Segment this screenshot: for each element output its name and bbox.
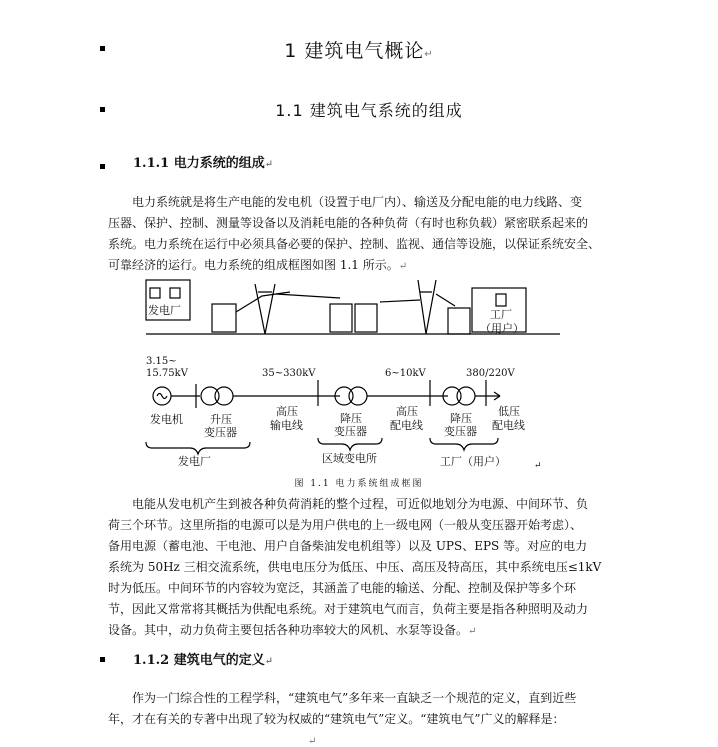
stepdown2-label-2: 变压器 <box>444 425 477 438</box>
hv-dist-label-2: 配电线 <box>390 419 423 432</box>
page-title: 1 建筑电气概论↵ <box>284 40 434 62</box>
brace-substation-label: 区域变电所 <box>322 452 377 465</box>
power-system-diagram <box>0 272 718 472</box>
subsection-heading-2: 1.1.2 建筑电气的定义↵ <box>133 653 274 668</box>
voltage-gen-2: 15.75kV <box>146 368 188 379</box>
section-heading: 1.1 建筑电气系统的组成 <box>275 101 463 120</box>
plant-label: 发电厂 <box>148 304 181 317</box>
stepup-label-2: 变压器 <box>204 426 237 439</box>
lv-dist-label-1: 低压 <box>498 405 520 418</box>
stepdown2-label-1: 降压 <box>450 412 472 425</box>
bullet <box>100 657 105 662</box>
subsection-heading-1: 1.1.1 电力系统的组成↵ <box>133 156 274 171</box>
hv-line-label-2: 输电线 <box>270 419 303 432</box>
stepdown-label-2: 变压器 <box>334 425 367 438</box>
factory-label-user: （用户） <box>480 322 524 335</box>
paragraph-mark: ↵ <box>308 736 317 747</box>
lv-dist-label-2: 配电线 <box>492 419 525 432</box>
brace-plant-label: 发电厂 <box>178 455 211 468</box>
paragraph-1: 电力系统就是将生产电能的发电机（设置于电厂内）、输送及分配电能的电力线路、变 压器、保护、控制、测量等设备以及消耗电能的各种负荷（有时也称负载）紧密联系起来的 系统。电力系统在运行中必须具备必要的保护、控制、监视、通信等设施，以保证系统安全、 可靠经济的运行。电力系统的组成框图如图 1.1 所示。↵ <box>108 195 601 272</box>
bullet <box>100 164 105 169</box>
paragraph-2: 电能从发电机产生到被各种负荷消耗的整个过程，可近似地划分为电源、中间环节、负 荷三个环节。这里所指的电源可以是为用户供电的上一级电网（一般从变压器开始考虑）、 备用电源（蓄电池、干电池、用户自备柴油发电机组等）以及 UPS、EPS 等。对应的电力 系统为 50Hz 三相交流系统，供电电压分为低压、中压、高压及特高压，其中系统电压≤1kV 时为低压。中间环节的内容较为宽泛，其涵盖了电能的输送、分配、控制及保护等多个环 节，因此又常常将其概括为供配电系统。对于建筑电气而言，负荷主要是指各种照明及动力 设备。其中，动力负荷主要包括各种功率较大的风机、水泵等设备。↵ <box>108 497 602 637</box>
factory-label: 工厂 <box>490 308 512 321</box>
generator-label: 发电机 <box>150 413 183 426</box>
voltage-gen-1: 3.15~ <box>146 356 177 367</box>
figure-mark: ↵ <box>534 461 542 471</box>
hv-dist-label-1: 高压 <box>396 405 418 418</box>
stepup-label-1: 升压 <box>210 413 232 426</box>
brace-factory-label: 工厂（用户） <box>440 455 506 468</box>
paragraph-3: 作为一门综合性的工程学科，“建筑电气”多年来一直缺乏一个规范的定义，直到近些 年，才在有关的专著中出现了较为权威的“建筑电气”定义。“建筑电气”广义的解释是： <box>108 691 577 726</box>
figure-caption: 图 1.1 电力系统组成框图 <box>294 479 424 489</box>
voltage-distribution: 6~10kV <box>385 368 426 379</box>
hv-line-label-1: 高压 <box>276 405 298 418</box>
stepdown-label-1: 降压 <box>340 412 362 425</box>
voltage-transmission: 35~330kV <box>262 368 316 379</box>
voltage-low: 380/220V <box>466 368 515 379</box>
